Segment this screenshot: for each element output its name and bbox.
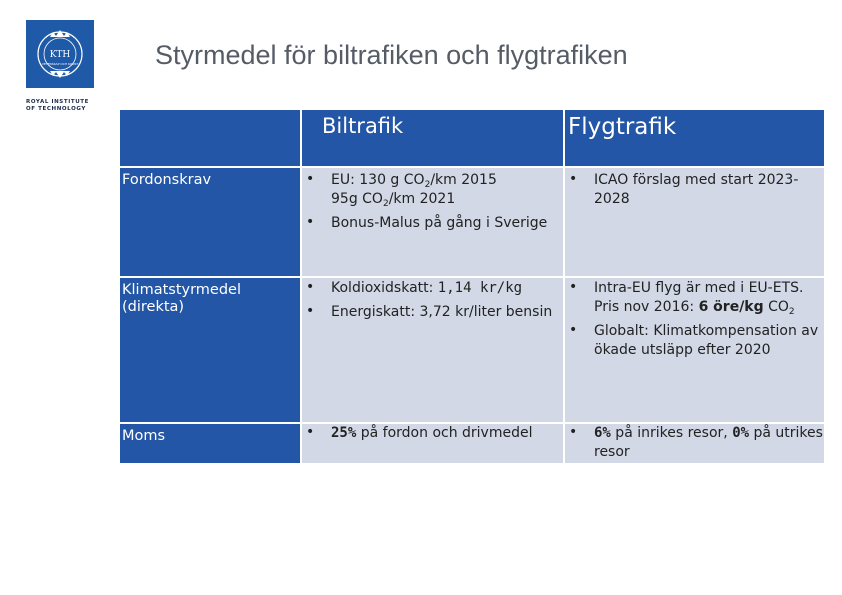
row-label-moms: Moms xyxy=(120,424,300,463)
logo-caption xyxy=(26,99,96,113)
row-label-klimatstyrmedel: Klimatstyrmedel (direkta) xyxy=(120,278,300,422)
list-item: • Koldioxidskatt: 1,14 kr/kg xyxy=(306,279,523,296)
bullet: • xyxy=(569,279,578,295)
list-item: • ICAO förslag med start 2023-2028 xyxy=(569,171,799,207)
bullet: • xyxy=(306,214,315,230)
header-flygtrafik: Flygtrafik xyxy=(565,110,824,166)
bullet: • xyxy=(306,171,315,187)
cell-fordonskrav-flyg xyxy=(565,168,824,276)
bullet: • xyxy=(306,303,315,319)
list-item: • Bonus-Malus på gång i Sverige xyxy=(306,214,548,231)
bullet: • xyxy=(569,171,578,187)
kth-emblem-icon xyxy=(26,20,94,88)
header-biltrafik: Biltrafik xyxy=(302,110,563,166)
cell-klimat-bil xyxy=(302,278,563,422)
header-empty-cell xyxy=(120,110,300,166)
list-item: • 25% på fordon och drivmedel xyxy=(306,424,533,441)
page-title: Styrmedel för biltrafiken och flygtrafiken xyxy=(155,40,628,70)
logo-caption-line2: OF TECHNOLOGY xyxy=(26,106,86,112)
list-item: • Globalt: Klimatkompensation av ökade utsläpp efter 2020 xyxy=(569,322,819,358)
cell-moms-bil xyxy=(302,424,563,463)
bullet: • xyxy=(306,279,315,295)
cell-klimat-flyg xyxy=(565,278,824,422)
logo-emblem-text: KTH xyxy=(49,50,71,60)
logo-seal-text: VETENSKAP OCH KONST xyxy=(41,62,79,66)
logo-caption-line1: ROYAL INSTITUTE xyxy=(26,99,89,105)
row-label-fordonskrav: Fordonskrav xyxy=(120,168,300,276)
list-item: • EU: 130 g $CO_2/km$ 2015 95g $CO_2/km$ 2021 xyxy=(306,171,497,209)
cell-moms-flyg xyxy=(565,424,824,463)
list-item: • Intra-EU flyg är med i EU-ETS. Pris nov 2016: 6 öre/kg $CO_2$ xyxy=(569,279,804,317)
list-item: • 6% på inrikes resor, 0% på utrikes resor xyxy=(569,424,823,460)
bullet: • xyxy=(306,424,315,440)
list-item: • Energiskatt: 3,72 kr/liter bensin xyxy=(306,303,553,320)
bullet: • xyxy=(569,424,578,440)
cell-fordonskrav-bil xyxy=(302,168,563,276)
kth-logo xyxy=(26,20,94,88)
bullet: • xyxy=(569,322,578,338)
